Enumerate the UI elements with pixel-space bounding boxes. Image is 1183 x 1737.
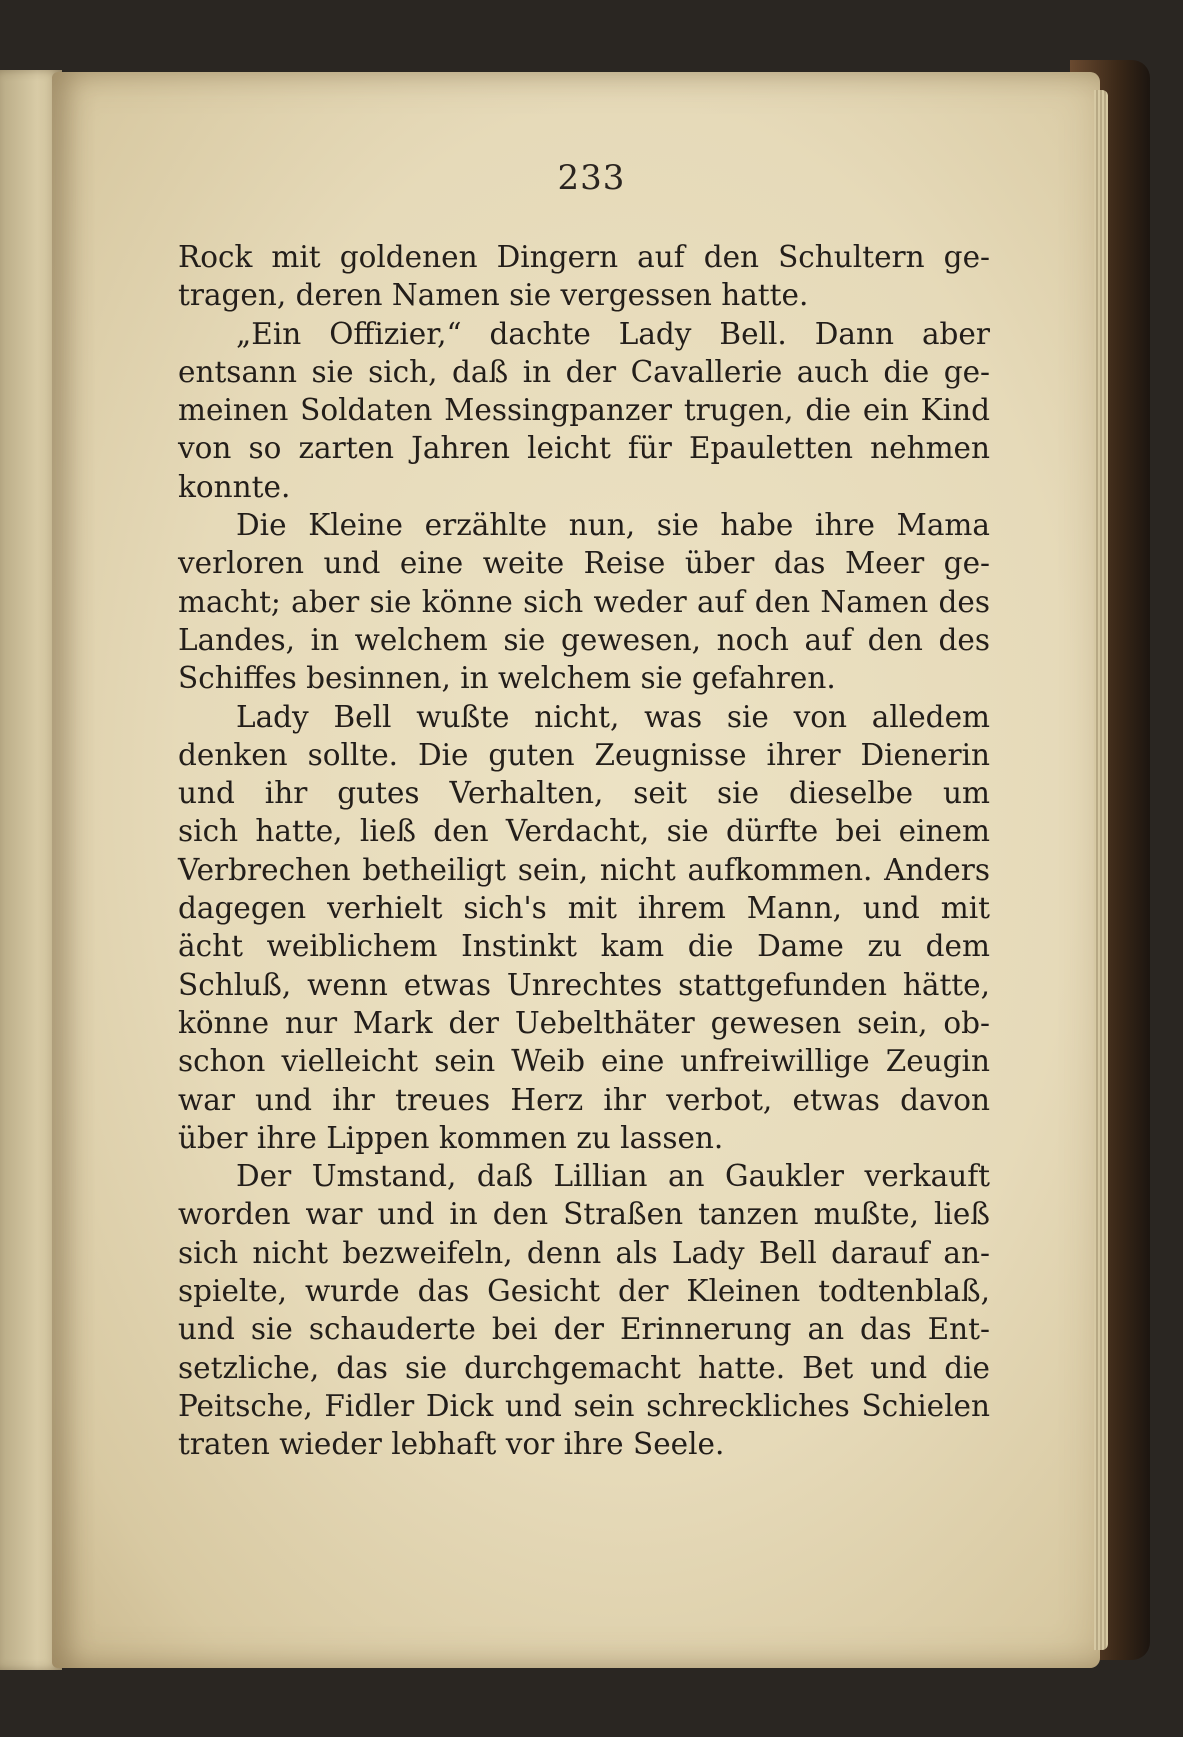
text-line: und sie schauderte bei der Erinnerung an das Ent- [178,1312,990,1347]
text-line: setzliche, das sie durchgemacht hatte. Bet und die [178,1350,990,1385]
text-line: Rock mit goldenen Dingern auf den Schultern ge- [178,240,990,274]
text-line: Der Umstand, daß Lillian an Gaukler verkauft [236,1159,990,1194]
text-line: traten wieder lebhaft vor ihre Seele. [178,1427,725,1462]
text-line: entsann sie sich, daß in der Cavallerie auch die ge- [178,354,990,389]
text-line: Landes, in welchem sie gewesen, noch auf den des [178,622,990,657]
text-line: denken sollte. Die guten Zeugnisse ihrer Dienerin [178,737,990,772]
text-line: worden war und in den Straßen tanzen mußte, ließ [178,1197,990,1232]
text-line: macht; aber sie könne sich weder auf den Namen des [178,584,990,619]
body-text [178,238,990,1464]
text-line: Peitsche, Fidler Dick und sein schreckliches Schielen [178,1388,990,1423]
text-line: verloren und eine weite Reise über das Meer ge- [178,546,990,581]
text-line: war und ihr treues Herz ihr verbot, etwas davon [178,1082,990,1117]
page-stack-edge [1094,90,1108,1650]
text-line: schon vielleicht sein Weib eine unfreiwillige Zeugin [178,1044,990,1079]
text-line: Verbrechen betheiligt sein, nicht aufkommen. Anders [178,852,990,887]
text-line: dagegen verhielt sich's mit ihrem Mann, und mit [178,891,990,926]
text-line: Die Kleine erzählte nun, sie habe ihre Mama [236,508,990,543]
text-line: Schiffes besinnen, in welchem sie gefahren. [178,661,836,696]
text-line: Lady Bell wußte nicht, was sie von alledem [236,699,990,734]
text-line: und ihr gutes Verhalten, seit sie dieselbe um [178,776,990,811]
page-number: 233 [557,158,626,198]
text-line: könne nur Mark der Uebelthäter gewesen sein, ob- [178,1005,990,1040]
text-line: sich nicht bezweifeln, denn als Lady Bell darauf an- [178,1235,990,1270]
text-line: „Ein Offizier,“ dachte Lady Bell. Dann aber [236,316,990,351]
text-line: spielte, wurde das Gesicht der Kleinen todtenblaß, [178,1274,990,1309]
text-line: Schluß, wenn etwas Unrechtes stattgefunden hätte, [178,967,990,1002]
text-line: meinen Soldaten Messingpanzer trugen, die ein Kind [178,393,990,428]
text-line: sich hatte, ließ den Verdacht, sie dürfte bei einem [178,814,990,849]
text-line: von so zarten Jahren leicht für Epauletten nehmen [178,431,990,466]
text-line: tragen, deren Namen sie vergessen hatte. [178,278,809,313]
text-line: konnte. [178,469,291,504]
text-line: ächt weiblichem Instinkt kam die Dame zu dem [178,929,990,964]
text-line: über ihre Lippen kommen zu lassen. [178,1120,724,1155]
